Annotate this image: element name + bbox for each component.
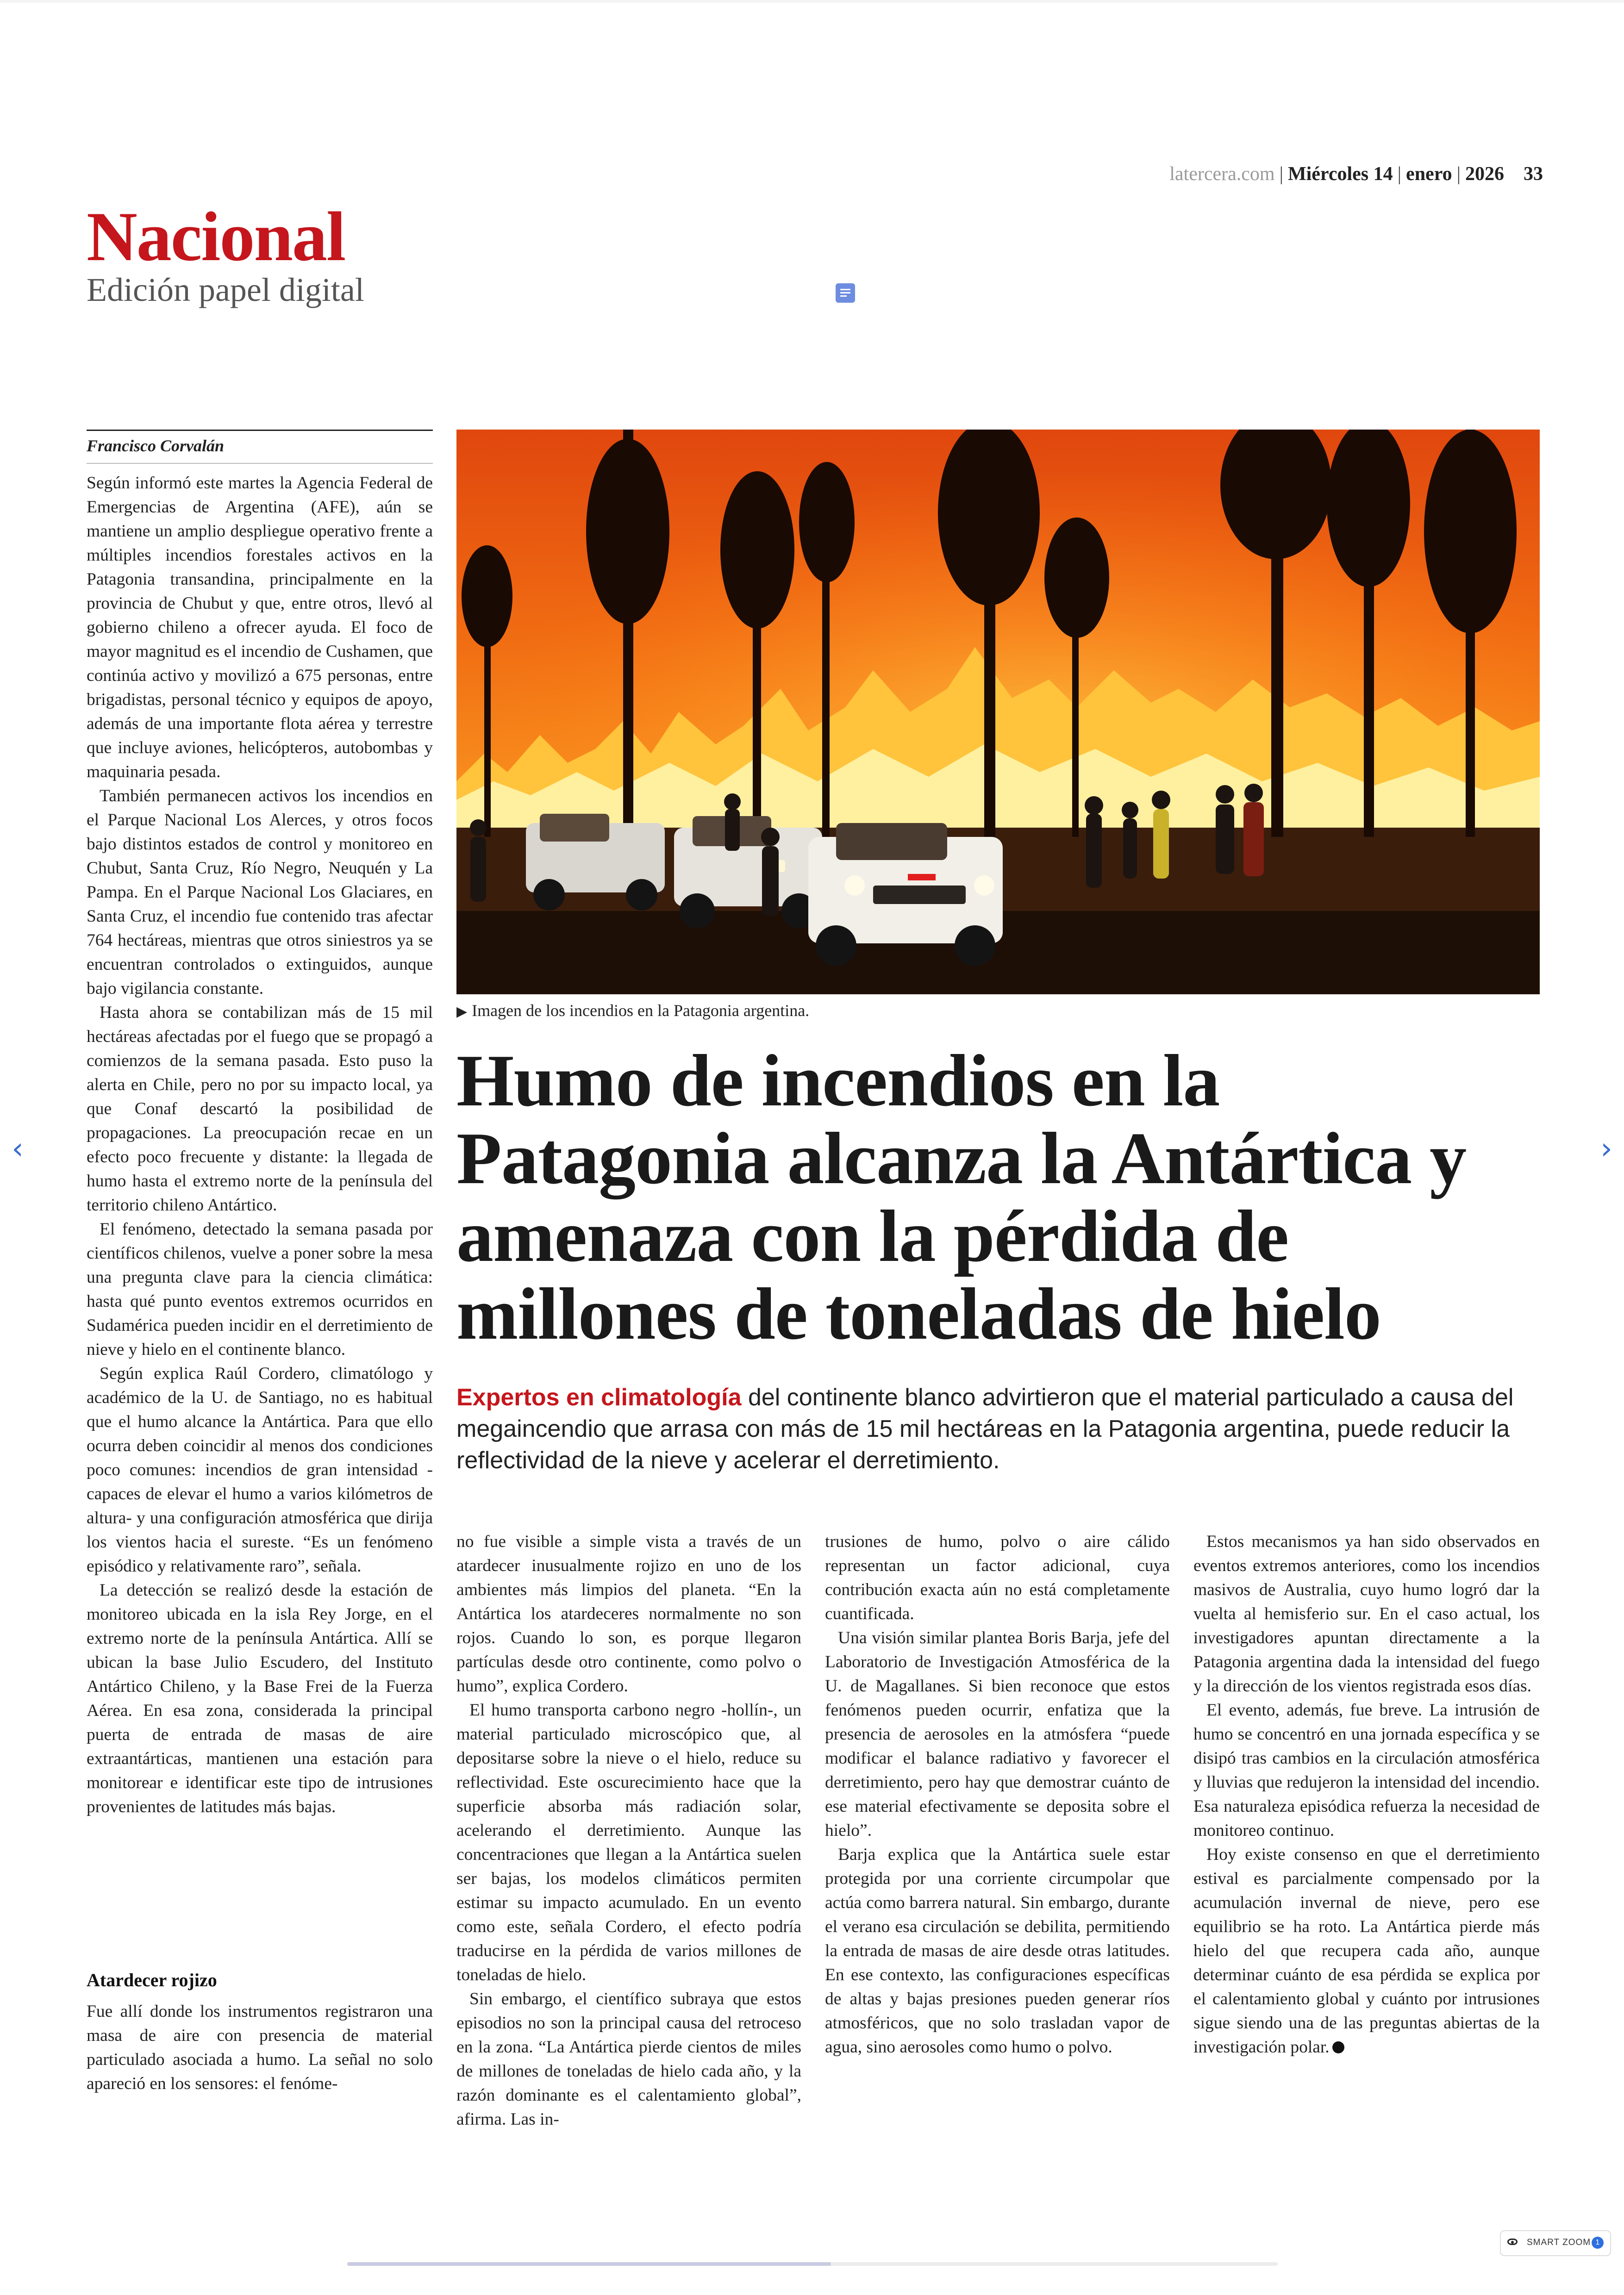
- paragraph: Una visión similar plantea Boris Barja, jefe del Laboratorio de Investigación Atmosférica de la U. de Magallanes. Si bien reconoce que estos fenómenos pueden ocurrir, enfatiza que la presencia de aerosoles en la atmósfera “puede modificar el balance radiativo y favorecer el derretimiento, pero hay que demostrar cuánto de ese material efectivamente se deposita sobre el hielo”.: [825, 1628, 1170, 1840]
- article-column-1: [87, 471, 433, 1819]
- section-title: Nacional: [87, 198, 345, 275]
- smart-zoom-button[interactable]: [1500, 2230, 1611, 2256]
- byline-rule: [87, 430, 433, 431]
- paragraph: El fenómeno, detectado la semana pasada por científicos chilenos, vuelve a poner sobre la mesa una pregunta clave para la ciencia climática: hasta qué punto eventos extremos ocurridos en Sudamérica pueden incidir en el derretimiento de nieve y hielo en el continente blanco.: [87, 1220, 433, 1359]
- lead-paragraph: [456, 1382, 1521, 1476]
- end-mark-icon: [1332, 2041, 1344, 2053]
- issue-meta: latercera.com | Miércoles 14 | enero | 2026 33: [1169, 163, 1543, 185]
- paragraph: no fue visible a simple vista a través de un atardecer inusualmente rojizo en uno de los ambientes más limpios del planeta. “En la Antártica los atardeceres normalmente no son rojos. Cuando lo son, es porque llegaron partículas desde otro continente, como polvo o humo”, explica Cordero.: [456, 1532, 801, 1696]
- subheading: Atardecer rojizo: [87, 1970, 217, 1990]
- byline-rule-bottom: [87, 463, 433, 464]
- paragraph: También permanecen activos los incendios en el Parque Nacional Los Alerces, y otros focos bajo distintos estados de control y monitoreo en Chubut, Santa Cruz, Río Negro, Neuquén y La Pampa. En el Parque Nacional Los Glaciares, en Santa Cruz, el incendio fue contenido tras afectar 764 hectáreas, mientras que otros siniestros ya se encuentran controlados o extinguidos, aunque bajo vigilancia constante.: [87, 786, 433, 998]
- chevron-left-icon[interactable]: ‹: [12, 1132, 24, 1166]
- smart-zoom-label: SMART ZOOM: [1527, 2238, 1591, 2247]
- article-column-2: [456, 1530, 801, 2132]
- viewer-top-strip: [0, 0, 1624, 3]
- paragraph: Estos mecanismos ya han sido observados en eventos extremos anteriores, como los incendios masivos de Australia, cuyo humo logró dar la vuelta al hemisferio sur. En el caso actual, los investigadores apuntan directamente a la Patagonia argentina dada la intensidad del fuego y la dirección de los vientos registrada esos días.: [1193, 1532, 1540, 1696]
- smart-zoom-badge: 1: [1592, 2237, 1604, 2249]
- image-caption: [456, 1001, 809, 1020]
- article-column-4: [1193, 1530, 1540, 2059]
- paragraph: trusiones de humo, polvo o aire cálido representan un factor adicional, cuya contribución exacta aún no está completamente cuantificada.: [825, 1532, 1170, 1623]
- lead-text: del continente blanco advirtieron que el material particulado a causa del megaincendio que arrasa con más de 15 mil hectáreas en la Patagonia argentina, puede reducir la reflectividad de la nieve y acelerar el derretimiento.: [456, 1384, 1514, 1474]
- article-column-3: [825, 1530, 1170, 2059]
- paragraph: Hasta ahora se contabilizan más de 15 mil hectáreas afectadas por el fuego que se propagó a comienzos de la semana pasada. Esto puso la alerta en Chile, pero no por su impacto local, ya que Conaf descartó la posibilidad de propagaciones. La preocupación recae en un efecto poco frecuente y distante: la llegada de humo hasta el extremo norte de la península del territorio chileno Antártico.: [87, 1003, 433, 1215]
- caption-arrow-icon: ▶: [456, 1004, 468, 1019]
- byline: Francisco Corvalán: [87, 437, 225, 455]
- article-column-1-continued: [87, 2000, 433, 2096]
- issue-date-day: Miércoles 14: [1287, 163, 1393, 185]
- wildfire-photo: [456, 430, 1540, 994]
- page-number: 33: [1524, 163, 1543, 185]
- paragraph: Barja explica que la Antártica suele estar protegida por una corriente circumpolar que actúa como barrera natural. Sin embargo, durante el verano esa circulación se debilita, permitiendo la entrada de masas de aire desde otras latitudes. En ese contexto, las configuraciones específicas de altas y bajas presiones pueden generar ríos atmosféricos, que no solo trasladan vapor de agua, sino aerosoles como humo o polvo.: [825, 1845, 1170, 2057]
- headline: Humo de incendios en la Patagonia alcanza la Antártica y amenaza con la pérdida de millones de toneladas de hielo: [456, 1039, 1467, 1355]
- paragraph: Fue allí donde los instrumentos registraron una masa de aire con presencia de material particulado asociada a humo. La señal no solo apareció en los sensores: el fenóme-: [87, 2002, 433, 2093]
- chevron-right-icon[interactable]: ›: [1600, 1132, 1612, 1166]
- paragraph: Sin embargo, el científico subraya que estos episodios no son la principal causa del retroceso en la zona. “La Antártica pierde cientos de miles de millones de toneladas de hielo cada año, y la razón dominante es el calentamiento global”, afirma. Las in-: [456, 1989, 801, 2129]
- note-icon[interactable]: [836, 283, 855, 303]
- paragraph: Según informó este martes la Agencia Federal de Emergencias de Argentina (AFE), aún se mantiene un amplio despliegue operativo frente a múltiples incendios forestales activos en la Patagonia transandina, principalmente en la provincia de Chubut y que, entre otros, llevó al gobierno chileno a ofrecer ayuda. El foco de mayor magnitud es el incendio de Cushamen, que continúa activo y movilizó a 675 personas, entre brigadistas, personal técnico y equipos de apoyo, además de una importante flota aérea y terrestre que incluye aviones, helicópteros, autobombas y maquinaria pesada.: [87, 474, 433, 781]
- issue-date-month: enero: [1406, 163, 1452, 185]
- paragraph: Según explica Raúl Cordero, climatólogo y académico de la U. de Santiago, no es habitual que el humo alcance la Antártica. Para que ello ocurra deben coincidir al menos dos condiciones poco comunes: incendios de gran intensidad -capaces de elevar el humo a varios kilómetros de altura- y una configuración atmosférica que dirija los vientos hacia el sureste. “Es un fenómeno episódico y relativamente raro”, señala.: [87, 1364, 433, 1576]
- caption-text: Imagen de los incendios en la Patagonia argentina.: [472, 1001, 810, 1020]
- paragraph: El humo transporta carbono negro -hollín-, un material particulado microscópico que, al depositarse sobre la nieve o el hielo, reduce su reflectividad. Este oscurecimiento hace que la superficie absorba más radiación solar, acelerando el derretimiento. Aunque las concentraciones que llegan a la Antártica suelen ser bajas, los modelos climáticos permiten estimar su impacto acumulado. En un evento como este, señala Cordero, el efecto podría traducirse en la pérdida de varios millones de toneladas de hielo.: [456, 1701, 801, 1984]
- paragraph: La detección se realizó desde la estación de monitoreo ubicada en la isla Rey Jorge, en el extremo norte de la península Antártica. Allí se ubican la base Julio Escudero, del Instituto Antártico Chileno, y la Base Frei de la Fuerza Aérea. En esa zona, considerada la principal puerta de entrada de masas de aire extraantárticas, mantienen una estación para monitorear e identificar este tipo de intrusiones provenientes de latitudes más bajas.: [87, 1581, 433, 1816]
- paragraph: [1193, 1843, 1540, 2059]
- reading-progress-fill: [347, 2262, 831, 2266]
- paragraph: El evento, además, fue breve. La intrusión de humo se concentró en una jornada específica y se disipó tras cambios en la circulación atmosférica y lluvias que redujeron la intensidad del incendio. Esa naturaleza episódica refuerza la necesidad de monitoreo continuo.: [1193, 1701, 1540, 1840]
- edition-label: Edición papel digital: [87, 271, 364, 308]
- site-name: latercera.com: [1169, 163, 1275, 185]
- eye-icon: [1507, 2239, 1518, 2245]
- paragraph-text: Hoy existe consenso en que el derretimiento estival es parcialmente compensado por la acumulación invernal de nieve, pero ese equilibrio se ha roto. La Antártica pierde más hielo del que recupera cada año, aunque determinar cuánto de esa pérdida se explica por el calentamiento global y cuánto por intrusiones sigue siendo una de las preguntas abiertas de la investigación polar.: [1193, 1845, 1540, 2057]
- lead-highlight: Expertos en climatología: [456, 1384, 742, 1411]
- issue-year: 2026: [1465, 163, 1504, 185]
